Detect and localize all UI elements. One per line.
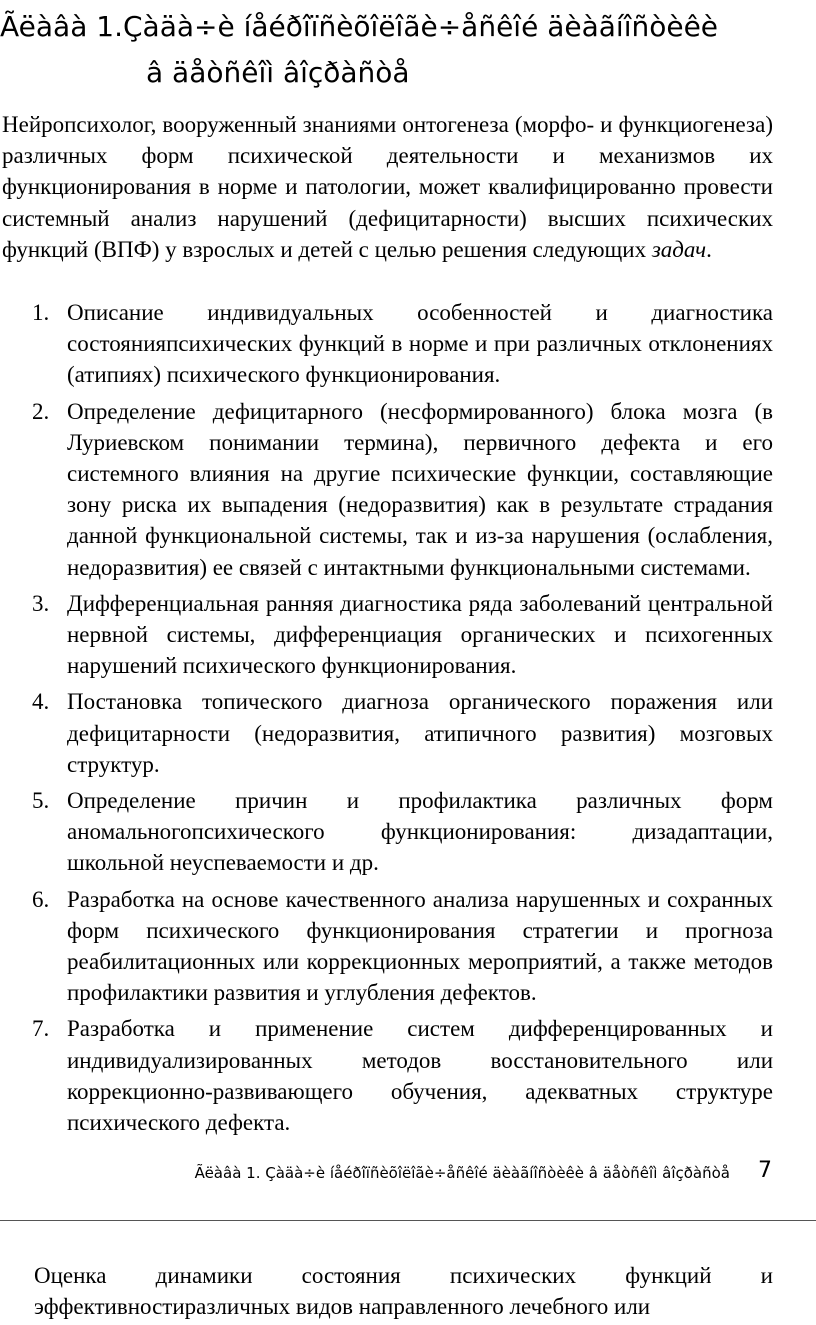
page-footer	[0, 1158, 816, 1190]
intro-paragraph	[2, 109, 773, 265]
task-item	[0, 884, 773, 1009]
page-number: 7	[758, 1158, 772, 1183]
task-text: Описание индивидуальных особенностей и диагностика состоянияпсихических функций в норме и при различных отклонениях (атипиях) психического функционирования.	[67, 300, 773, 388]
task-item	[0, 396, 773, 583]
task-item	[0, 588, 773, 682]
task-text: Определение дефицитарного (несформированного) блока мозга (в Луриевском понимании термина), первичного дефекта и его системного влияния на другие психические функции, составляющие зону риска их выпадения (недоразвития) как в результате страдания данной функциональной системы, так и из-за нарушения (ослабления, недоразвития) ее связей с интактными функциональными системами.	[67, 398, 773, 580]
task-list	[0, 297, 773, 1143]
task-number: 2.	[32, 398, 50, 424]
task-number: 4.	[32, 689, 50, 715]
task-item	[0, 1013, 773, 1138]
chapter-heading	[0, 4, 816, 96]
task-item	[0, 686, 773, 780]
intro-text: Нейропсихолог, вооруженный знаниями онтогенеза (морфо- и функциогенеза) различных форм психической деятельности и механизмов их функционирования в норме и патологии, может квалифицированно провести системный анализ нарушений (дефицитарности) высших психических функций (ВПФ) у взрослых и детей с целью решения следующих	[2, 112, 773, 262]
task-number: 3.	[32, 590, 50, 616]
intro-end: .	[706, 236, 712, 262]
intro-emphasis: задач	[651, 236, 707, 262]
running-title: Ãëàâà 1. Çàäà÷è íåéðîïñèõîëîãè÷åñêîé äèàãíîñòèêè â äåòñêîì âîçðàñòå	[194, 1164, 730, 1182]
task-text: Разработка на основе качественного анализа нарушенных и сохранных форм психического функционирования стратегии и прогноза реабилитационных или коррекционных мероприятий, а также методов профилактики развития и углубления дефектов.	[67, 886, 773, 1006]
task-text: Постановка топического диагноза органического поражения или дефицитарности (недоразвития, атипичного развития) мозговых структур.	[67, 689, 773, 777]
chapter-heading-line-2: â äåòñêîì âîçðàñòå	[146, 56, 410, 89]
task-number: 1.	[32, 300, 50, 325]
next-page-paragraph: Оценка динамики состояния психических функций и эффективностиразличных видов направленного лечебного или	[34, 1263, 773, 1320]
task-number: 5.	[32, 788, 50, 814]
task-text: Разработка и применение систем дифференцированных и индивидуализированных методов восстановительного или коррекционно-развивающего обучения, адекватных структуре психического дефекта.	[67, 1016, 773, 1136]
page-divider	[0, 1220, 816, 1221]
task-text: Дифференциальная ранняя диагностика ряда заболеваний центральной нервной системы, дифференциация органических и психогенных нарушений психического функционирования.	[67, 590, 773, 679]
task-number: 7.	[32, 1016, 50, 1042]
task-item	[0, 785, 773, 879]
chapter-heading-line-1: Ãëàâà 1.Çàäà÷è íåéðîïñèõîëîãè÷åñêîé äèàãíîñòèêè	[0, 10, 719, 43]
task-item	[0, 297, 773, 391]
task-number: 6.	[32, 886, 50, 912]
task-text: Определение причин и профилактика различных форм аномальногопсихического функционирования: дизадаптации, школьной неуспеваемости и др.	[67, 788, 773, 876]
